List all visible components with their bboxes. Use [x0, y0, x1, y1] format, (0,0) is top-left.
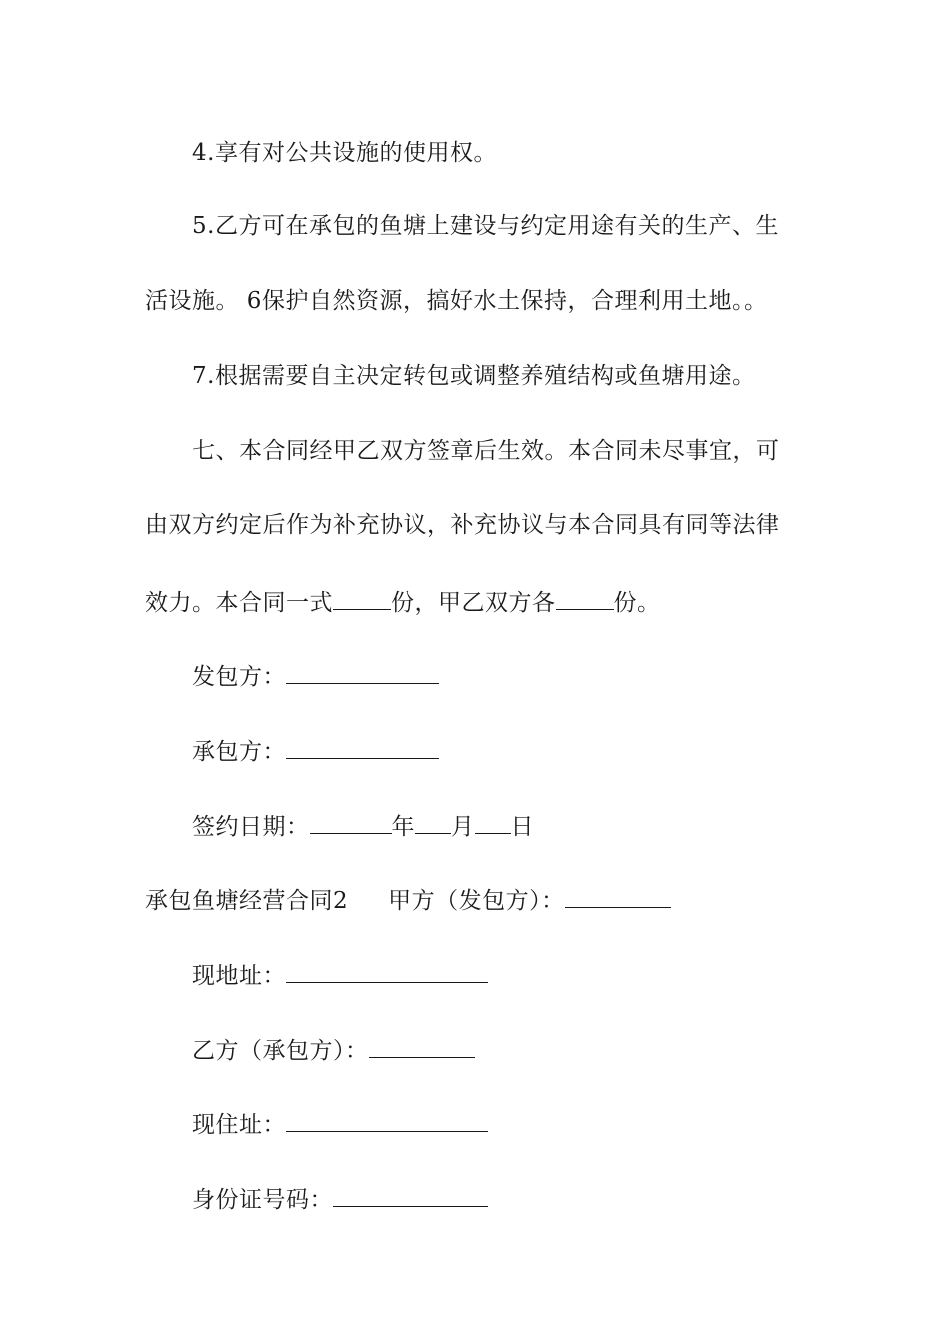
- copies-text-b: 份，甲乙双方各: [391, 590, 556, 616]
- issuer-signature-line: [192, 659, 862, 692]
- party-a-label: 甲方（发包方）：: [388, 888, 565, 914]
- date-label: 签约日期：: [192, 814, 310, 840]
- contractor-signature-line: [192, 734, 862, 767]
- copies-text-c: 份。: [613, 590, 661, 616]
- year-blank[interactable]: [310, 809, 392, 834]
- paragraph-effective-line1: 七、本合同经甲乙双方签章后生效。本合同未尽事宜，可: [192, 438, 780, 464]
- contractor-blank[interactable]: [286, 734, 439, 759]
- month-label: 月: [451, 814, 475, 840]
- contract2-header-line: [145, 883, 815, 916]
- party-b-blank[interactable]: [369, 1033, 475, 1058]
- residence-blank[interactable]: [286, 1107, 488, 1132]
- paragraph-public-facilities: 4.享有对公共设施的使用权。: [192, 140, 497, 166]
- address-blank[interactable]: [286, 958, 488, 983]
- year-label: 年: [391, 814, 415, 840]
- party-b-line: [192, 1033, 862, 1066]
- issuer-label: 发包方：: [192, 664, 286, 690]
- copies-total-blank[interactable]: [333, 585, 391, 610]
- copies-each-blank[interactable]: [556, 585, 614, 610]
- contract2-title: 承包鱼塘经营合同2: [145, 888, 349, 914]
- address-line: [192, 958, 862, 991]
- residence-label: 现住址：: [192, 1112, 286, 1138]
- residence-line: [192, 1107, 862, 1140]
- id-number-line: [192, 1182, 862, 1215]
- day-blank[interactable]: [475, 809, 511, 834]
- paragraph-construction-line2: 活设施。 6保护自然资源，搞好水土保持，合理利用土地。。: [145, 288, 768, 314]
- id-label: 身份证号码：: [192, 1187, 333, 1213]
- id-blank[interactable]: [333, 1182, 488, 1207]
- copies-text-a: 效力。本合同一式: [145, 590, 333, 616]
- contractor-label: 承包方：: [192, 739, 286, 765]
- address-label: 现地址：: [192, 963, 286, 989]
- paragraph-construction-line1: 5.乙方可在承包的鱼塘上建设与约定用途有关的生产、生: [192, 213, 779, 239]
- party-b-label: 乙方（承包方）：: [192, 1038, 369, 1064]
- paragraph-effective-line2: 由双方约定后作为补充协议，补充协议与本合同具有同等法律: [145, 512, 780, 538]
- paragraph-subcontract: 7.根据需要自主决定转包或调整养殖结构或鱼塘用途。: [192, 363, 756, 389]
- day-label: 日: [510, 814, 534, 840]
- party-a-blank[interactable]: [565, 883, 671, 908]
- signing-date-line: [192, 809, 862, 842]
- issuer-blank[interactable]: [286, 659, 439, 684]
- month-blank[interactable]: [415, 809, 451, 834]
- paragraph-effective-line3: [145, 585, 815, 618]
